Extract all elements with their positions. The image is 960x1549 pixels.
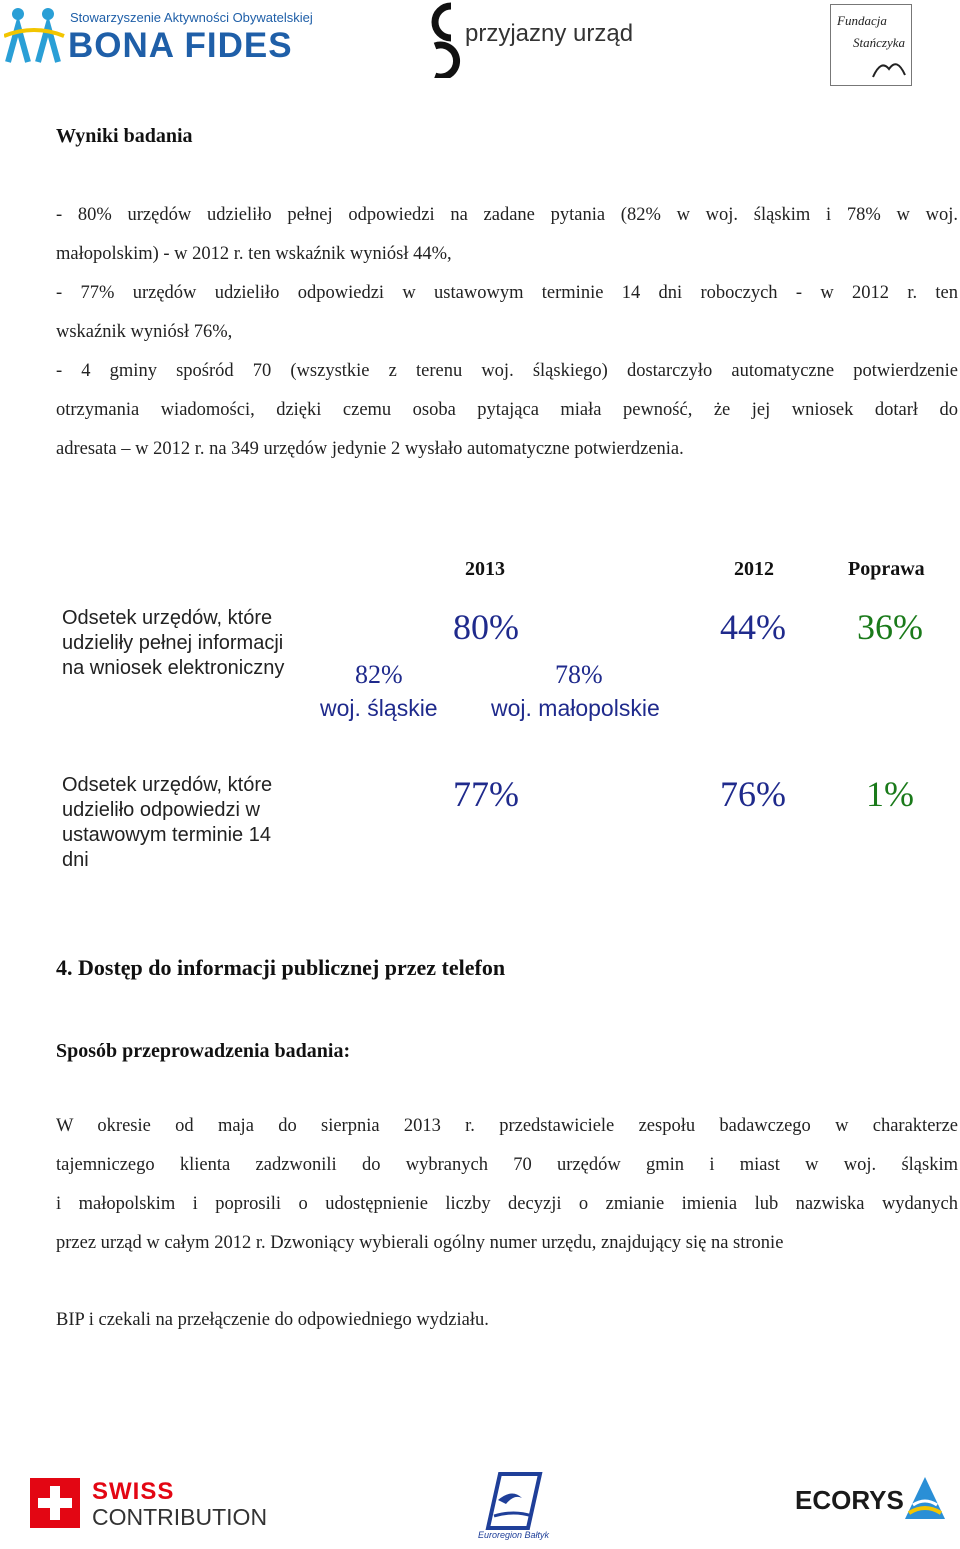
row2-value-2013: 77% [453, 774, 519, 814]
results-line: - 80% urzędów udzieliło pełnej odpowiedzi na zadane pytania (82% w woj. śląskim i 78% w woj. [56, 205, 958, 225]
fundacja-stanczyka-logo [830, 4, 912, 86]
przyjazny-urzad-text: przyjazny urząd [465, 20, 634, 47]
results-line: małopolskim) - w 2012 r. ten wskaźnik wyniósł 44%, [56, 244, 452, 264]
ecorys-text: ECORYS [795, 1485, 904, 1515]
przyjazny-urzad-logo [425, 0, 645, 80]
section4-subheading: Sposób przeprowadzenia badania: [56, 1040, 351, 1062]
results-line: - 77% urzędów udzieliło odpowiedzi w ustawowym terminie 14 dni roboczych - w 2012 r. ten [56, 283, 958, 303]
section4-paragraph [56, 1107, 958, 1263]
column-header-poprawa: Poprawa [848, 558, 925, 580]
row1-value-2013: 80% [453, 607, 519, 647]
section4-heading: 4. Dostęp do informacji publicznej przez telefon [56, 955, 506, 980]
results-line: otrzymania wiadomości, dzięki czemu osoba pytająca miała pewność, że jej wniosek dotarł do [56, 400, 958, 420]
people-figures-icon [4, 6, 66, 64]
euroregion-baltyk-logo [470, 1470, 550, 1542]
row2-value-2012: 76% [720, 774, 786, 814]
przyjazny-urzad-mark-icon [425, 2, 461, 78]
swiss-flag-icon [30, 1478, 80, 1528]
results-line: - 4 gminy spośród 70 (wszystkie z terenu woj. śląskiego) dostarczyło automatyczne potwierdzenie [56, 361, 958, 381]
row1-label: Odsetek urzędów, które udzieliły pełnej informacji na wniosek elektroniczny [62, 607, 285, 679]
section4-line: BIP i czekali na przełączenie do odpowiedniego wydziału. [56, 1310, 489, 1330]
bona-fides-logo [0, 0, 313, 70]
results-paragraph [56, 196, 958, 469]
row1-value-poprawa: 36% [857, 607, 923, 647]
row1-sub2-label: woj. małopolskie [491, 695, 660, 721]
bona-fides-subtitle: Stowarzyszenie Aktywności Obywatelskiej [70, 10, 313, 25]
swiss-text: SWISS [92, 1478, 175, 1505]
row1-sub2-value: 78% [555, 660, 603, 689]
section4-line: przez urząd w całym 2012 r. Dzwoniący wybierali ogólny numer urzędu, znajdujący się na stronie [56, 1233, 784, 1253]
bona-fides-name: BONA FIDES [68, 26, 293, 65]
section4-last-line [56, 1301, 958, 1340]
jester-icon [871, 55, 907, 81]
row1-sub1-label: woj. śląskie [320, 695, 438, 721]
row1-sub1-value: 82% [355, 660, 403, 689]
results-line: wskaźnik wyniósł 76%, [56, 322, 233, 342]
column-header-2012: 2012 [734, 558, 774, 580]
bird-sail-icon [470, 1470, 550, 1530]
swiss-contribution-logo [30, 1478, 290, 1530]
row2-value-poprawa: 1% [866, 774, 914, 814]
ecorys-mark-icon [903, 1475, 947, 1529]
fundacja-line2: Stańczyka [853, 35, 905, 50]
results-line: adresata – w 2012 r. na 349 urzędów jedynie 2 wysłało automatyczne potwierdzenia. [56, 439, 684, 459]
ecorys-logo [795, 1475, 955, 1535]
section4-line: W okresie od maja do sierpnia 2013 r. przedstawiciele zespołu badawczego w charakterze [56, 1116, 958, 1136]
row2-label: Odsetek urzędów, które udzieliło odpowiedzi w ustawowym terminie 14 dni [62, 774, 273, 871]
section4-line: tajemniczego klienta zadzwonili do wybranych 70 urzędów gmin i miast w woj. śląskim [56, 1155, 958, 1175]
row1-value-2012: 44% [720, 607, 786, 647]
column-header-2013: 2013 [465, 558, 505, 580]
results-heading: Wyniki badania [56, 125, 193, 147]
contribution-text: CONTRIBUTION [92, 1504, 268, 1530]
section4-line: i małopolskim i poprosili o udostępnienie liczby decyzji o zmianie imienia lub nazwiska wydanych [56, 1194, 958, 1214]
fundacja-line1: Fundacja [837, 13, 887, 28]
euroregion-text: Euroregion Bałtyk [478, 1530, 550, 1540]
